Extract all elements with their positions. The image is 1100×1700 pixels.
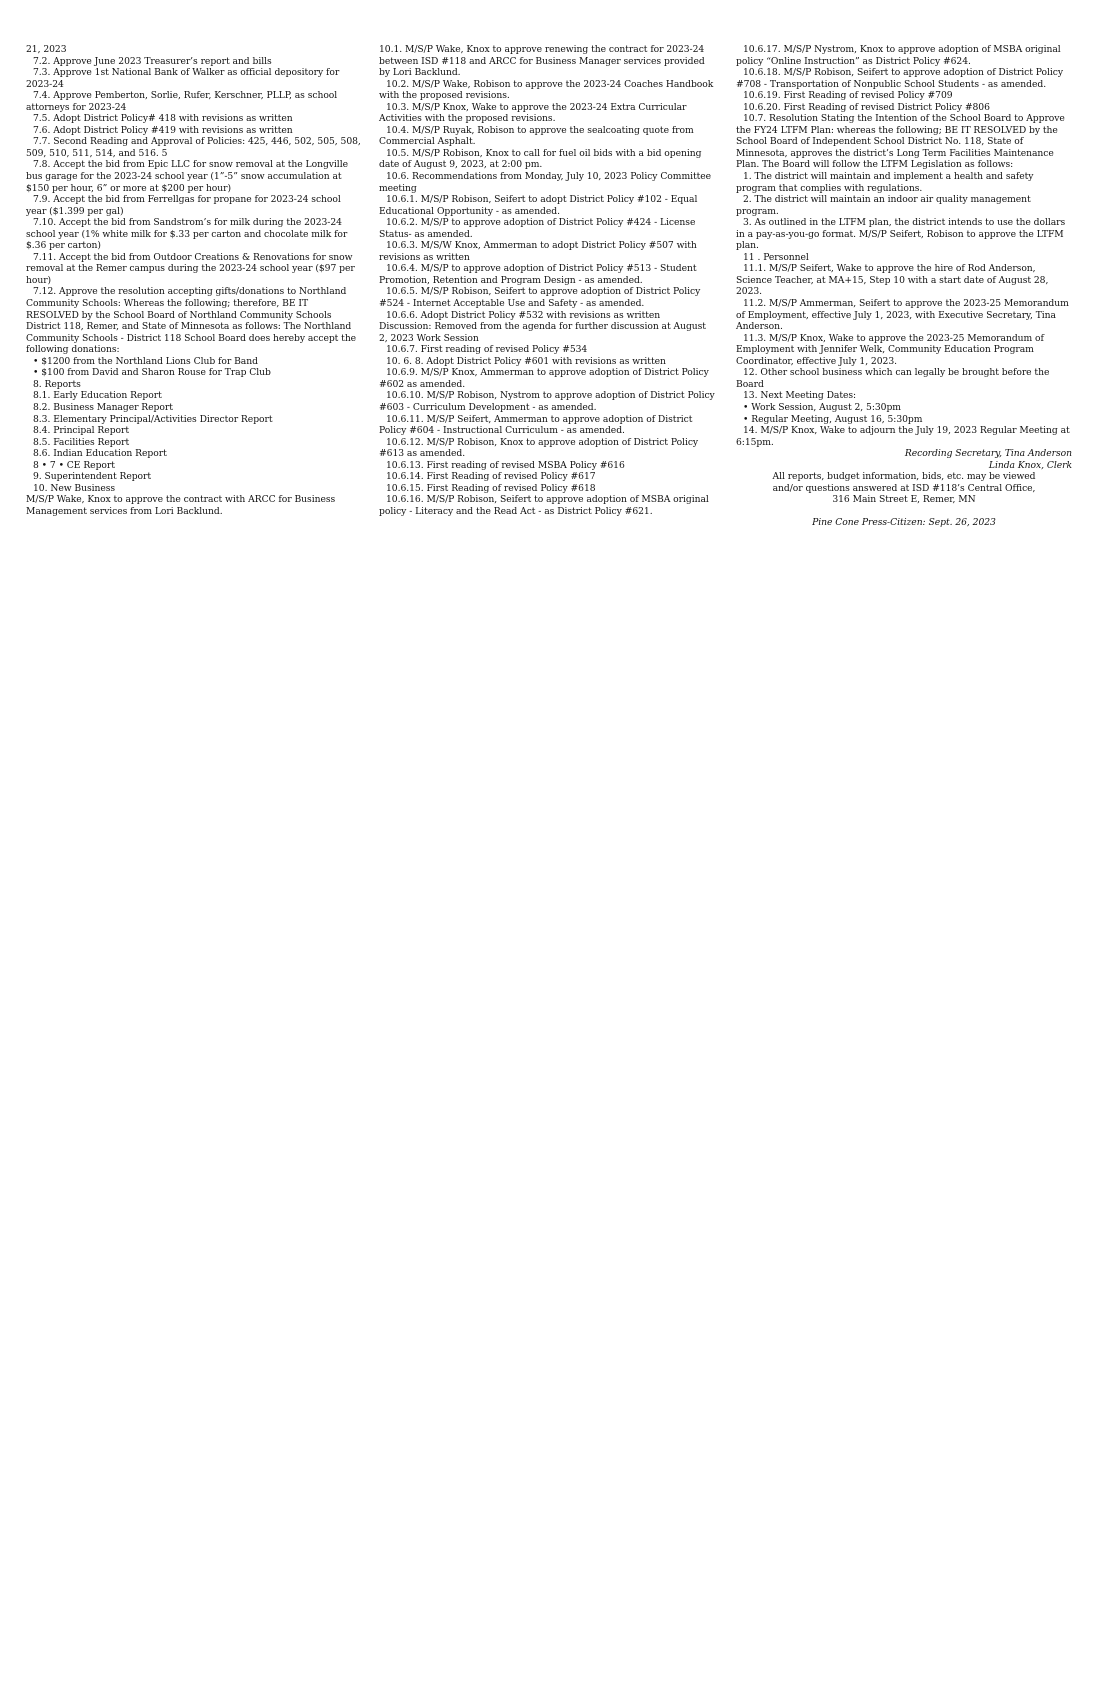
paragraph: 10.6.14. First Reading of revised Policy #617 — [386, 471, 596, 483]
signature-block — [736, 448, 1072, 528]
paragraph: 8.1. Early Education Report — [33, 390, 162, 402]
paragraph: 11.3. M/S/P Knox, Wake to approve the 2023-25 Memorandum of Employment with Jennifer Welk, Community Education Program Coordinator, effective July 1, 2023. — [736, 332, 1044, 367]
paragraph: 8.3. Elementary Principal/Activities Director Report — [33, 413, 273, 425]
paragraph: 10.3. M/S/P Knox, Wake to approve the 2023-24 Extra Curricular Activities with the proposed revisions. — [379, 101, 687, 125]
paragraph: 10.6.13. First reading of revised MSBA Policy #616 — [386, 459, 625, 471]
paragraph: 7.12. Approve the resolution accepting gifts/donations to Northland Community Schools: Whereas the following; therefore, BE IT RESOLVED by the School Board of Northland Community Schools District 118, Remer, and State of Minnesota as follows: The Northland Community Schools - District 118 School Board does hereby accept the following donations: — [26, 286, 357, 356]
paragraph: 7.5. Adopt District Policy# 418 with revisions as written — [33, 113, 293, 125]
paragraph: 10.6.11. M/S/P Seifert, Ammerman to approve adoption of District Policy #604 - Instructional Curriculum - as amended. — [379, 413, 693, 437]
paragraph: 10.5. M/S/P Robison, Knox to call for fuel oil bids with a bid opening date of August 9, 2023, at 2:00 pm. — [379, 147, 702, 171]
bullet-item: • $100 from David and Sharon Rouse for Trap Club — [33, 367, 271, 379]
paragraph: 10.6.3. M/S/W Knox, Ammerman to adopt District Policy #507 with revisions as written — [379, 240, 697, 263]
paragraph: 7.2. Approve June 2023 Treasurer’s report and bills — [33, 55, 272, 67]
paragraph: 8.2. Business Manager Report — [33, 401, 173, 413]
paragraph: 7.11. Accept the bid from Outdoor Creations & Renovations for snow removal at the Remer campus during the 2023-24 school year ($97 per hour) — [26, 251, 355, 286]
paragraph: 10.6. Recommendations from Monday, July 10, 2023 Policy Committee meeting — [379, 171, 712, 194]
recording-secretary: Recording Secretary, Tina Anderson — [904, 448, 1072, 460]
paragraph: 14. M/S/P Knox, Wake to adjourn the July 19, 2023 Regular Meeting at 6:15pm. — [736, 425, 1070, 448]
bullet-item: • Work Session, August 2, 5:30pm — [743, 401, 901, 413]
paragraph: 10.7. Resolution Stating the Intention of the School Board to Approve the FY24 LTFM Plan: whereas the following; BE IT RESOLVED by the School Board of Independent School District No. 118, State of Minnesota, approves the district’s Long Term Facilities Maintenance Plan. The Board will follow the LTFM Legislation as follows: — [736, 113, 1065, 171]
clerk-signature: Linda Knox, Clerk — [988, 459, 1072, 471]
paragraph: 8.6. Indian Education Report — [33, 448, 167, 460]
paragraph: 10.6.20. First Reading of revised District Policy #806 — [743, 101, 990, 113]
paragraph: 10.6.16. M/S/P Robison, Seifert to approve adoption of MSBA original policy - Literacy and the Read Act - as District Policy #621. — [379, 494, 709, 517]
column-3 — [736, 44, 1072, 528]
paragraph: M/S/P Wake, Knox to approve the contract with ARCC for Business Management services from Lori Backlund. — [26, 494, 336, 517]
paragraph: 10.1. M/S/P Wake, Knox to approve renewing the contract for 2023-24 between ISD #118 and ARCC for Business Manager services provided by Lori Backlund. — [379, 44, 705, 79]
column-2 — [379, 44, 715, 517]
bullet-item: • Regular Meeting, August 16, 5:30pm — [743, 413, 923, 425]
paragraph: 10.6.4. M/S/P to approve adoption of District Policy #513 - Student Promotion, Retention and Program Design - as amended. — [379, 263, 697, 286]
notice-line: 316 Main Street E, Remer, MN — [832, 494, 976, 506]
paragraph: 10.6.6. Adopt District Policy #532 with revisions as written Discussion: Removed from the agenda for further discussion at August 2, 2023 Work Session — [379, 309, 706, 344]
bullet-item: • $1200 from the Northland Lions Club for Band — [33, 355, 258, 367]
paragraph: 9. Superintendent Report — [33, 471, 152, 483]
paragraph: 8.5. Facilities Report — [33, 436, 130, 448]
paragraph: 7.4. Approve Pemberton, Sorlie, Rufer, Kerschner, PLLP, as school attorneys for 2023-24 — [26, 90, 338, 113]
paragraph: 10.4. M/S/P Ruyak, Robison to approve the sealcoating quote from Commercial Asphalt. — [379, 124, 694, 148]
paragraph: 11.1. M/S/P Seifert, Wake to approve the hire of Rod Anderson, Science Teacher, at MA+15, Step 10 with a start date of August 28, 2023. — [736, 263, 1049, 298]
paragraph: 21, 2023 — [26, 44, 67, 55]
paragraph: 10.6.9. M/S/P Knox, Ammerman to approve adoption of District Policy #602 as amended. — [379, 367, 709, 390]
paragraph: 11.2. M/S/P Ammerman, Seifert to approve the 2023-25 Memorandum of Employment, effective July 1, 2023, with Executive Secretary, Tina Anderson. — [736, 298, 1069, 333]
paragraph: 10. 6. 8. Adopt District Policy #601 with revisions as written — [386, 355, 666, 367]
paragraph: 7.8. Accept the bid from Epic LLC for snow removal at the Longville bus garage for the 2023-24 school year (1”-5” snow accumulation at $150 per hour, 6” or more at $200 per hour) — [26, 159, 348, 194]
paragraph: 7.9. Accept the bid from Ferrellgas for propane for 2023-24 school year ($1.399 per gal) — [26, 194, 341, 217]
paragraph: 10.6.19. First Reading of revised Policy #709 — [743, 90, 953, 102]
paragraph: 12. Other school business which can legally be brought before the Board — [736, 367, 1050, 390]
paragraph: 10.6.12. M/S/P Robison, Knox to approve adoption of District Policy #613 as amended. — [379, 436, 699, 460]
paragraph: 10.6.1. M/S/P Robison, Seifert to adopt District Policy #102 - Equal Educational Opportunity - as amended. — [379, 194, 698, 217]
paragraph: 8.4. Principal Report — [33, 425, 129, 437]
publication-credit: Pine Cone Press-Citizen: Sept. 26, 2023 — [812, 516, 996, 528]
paragraph: 7.6. Adopt District Policy #419 with revisions as written — [33, 124, 293, 136]
paragraph: 8. Reports — [33, 378, 81, 390]
paragraph: 10.2. M/S/P Wake, Robison to approve the 2023-24 Coaches Handbook with the proposed revisions. — [379, 78, 714, 102]
paragraph: 13. Next Meeting Dates: — [743, 390, 857, 402]
paragraph: 2. The district will maintain an indoor air quality management program. — [736, 194, 1031, 217]
paragraph: 10.6.5. M/S/P Robison, Seifert to approve adoption of District Policy #524 - Internet Acceptable Use and Safety - as amended. — [379, 286, 701, 310]
notice-line: All reports, budget information, bids, etc. may be viewed — [772, 471, 1036, 483]
paragraph: 7.3. Approve 1st National Bank of Walker as official depository for 2023-24 — [26, 67, 340, 90]
paragraph: 10.6.7. First reading of revised Policy #534 — [386, 344, 588, 356]
paragraph: 7.7. Second Reading and Approval of Policies: 425, 446, 502, 505, 508, 509, 510, 511, 514, and 516. 5 — [26, 136, 361, 159]
paragraph: 10.6.18. M/S/P Robison, Seifert to approve adoption of District Policy #708 - Transportation of Nonpublic School Students - as amended. — [736, 67, 1064, 90]
paragraph: 11 . Personnel — [743, 251, 809, 263]
paragraph: 10.6.10. M/S/P Robison, Nystrom to approve adoption of District Policy #603 - Curriculum Development - as amended. — [379, 390, 715, 413]
paragraph: 10.6.17. M/S/P Nystrom, Knox to approve adoption of MSBA original policy “Online Instruction” as District Policy #624. — [736, 44, 1061, 67]
paragraph: 10.6.2. M/S/P to approve adoption of District Policy #424 - License Status- as amended. — [379, 217, 696, 240]
paragraph: 3. As outlined in the LTFM plan, the district intends to use the dollars in a pay-as-you-go format. M/S/P Seifert, Robison to approve the LTFM plan. — [736, 217, 1066, 252]
paragraph: 7.10. Accept the bid from Sandstrom’s for milk during the 2023-24 school year (1% white milk for $.33 per carton and chocolate milk for $.36 per carton) — [26, 217, 348, 252]
column-1 — [26, 44, 362, 517]
paragraph: 8 • 7 • CE Report — [33, 459, 115, 471]
notice-line: and/or questions answered at ISD #118’s Central Office, — [772, 482, 1036, 494]
paragraph: 10.6.15. First Reading of revised Policy #618 — [386, 482, 596, 494]
paragraph: 1. The district will maintain and implement a health and safety program that complies with regulations. — [736, 171, 1034, 194]
paragraph: 10. New Business — [33, 482, 116, 494]
